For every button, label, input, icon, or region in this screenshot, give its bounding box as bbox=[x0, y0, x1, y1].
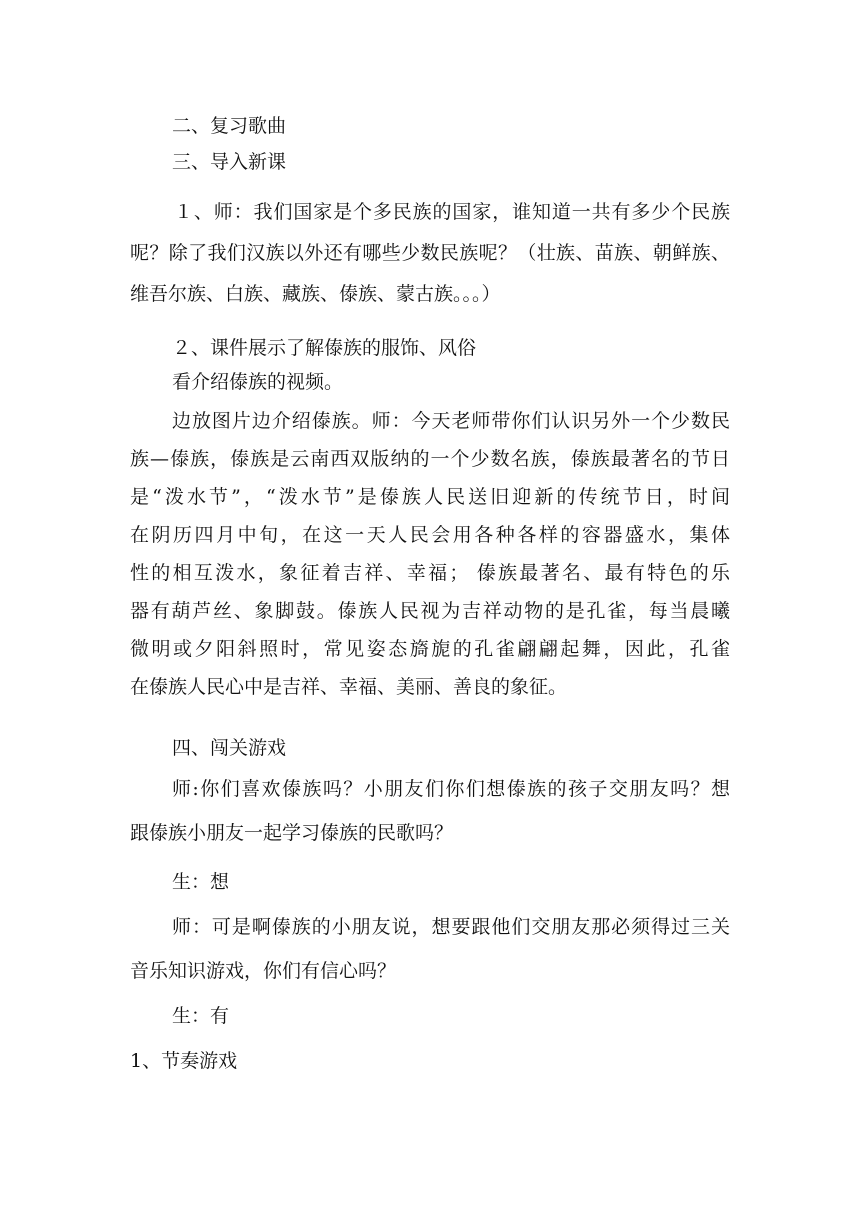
student-answer-1: 生：想 bbox=[172, 871, 230, 893]
game-item-rhythm: 1、节奏游戏 bbox=[130, 1050, 238, 1072]
paragraph-line: 在阴历四月中旬，在这一天人民会用各种各样的容器盛水，集体 bbox=[130, 524, 730, 546]
paragraph-line: 边放图片边介绍傣族。师：今天老师带你们认识另外一个少数民 bbox=[172, 410, 730, 432]
paragraph-line: 器有葫芦丝、象脚鼓。傣族人民视为吉祥动物的是孔雀，每当晨曦 bbox=[130, 600, 730, 622]
paragraph-line: 呢？除了我们汉族以外还有哪些少数民族呢？（壮族、苗族、朝鲜族、 bbox=[130, 242, 730, 264]
paragraph-line: 维吾尔族、白族、藏族、傣族、蒙古族。。。） bbox=[130, 283, 501, 305]
paragraph-dai-introduction bbox=[130, 405, 730, 703]
paragraph-line: 跟傣族小朋友一起学习傣族的民歌吗？ bbox=[130, 822, 454, 844]
section-heading-intro: 三、导入新课 bbox=[172, 151, 287, 173]
paragraph-line: １、师：我们国家是个多民族的国家，谁知道一共有多少个民族 bbox=[174, 201, 730, 223]
paragraph-teacher-challenge bbox=[130, 911, 730, 987]
paragraph-line: 微明或夕阳斜照时，常见姿态旖旎的孔雀翩翩起舞，因此，孔雀 bbox=[130, 638, 730, 660]
paragraph-line: 族—傣族，傣族是云南西双版纳的一个少数名族，傣族最著名的节日 bbox=[130, 448, 730, 470]
paragraph-line: 师：可是啊傣族的小朋友说，想要跟他们交朋友那必须得过三关 bbox=[172, 916, 730, 938]
paragraph-line: 在傣族人民心中是吉祥、幸福、美丽、善良的象征。 bbox=[130, 676, 568, 698]
paragraph-ethnic-groups bbox=[130, 196, 730, 310]
section-heading-game: 四、闯关游戏 bbox=[172, 737, 287, 759]
section-heading-review: 二、复习歌曲 bbox=[172, 115, 287, 137]
paragraph-line: 音乐知识游戏，你们有信心吗？ bbox=[130, 960, 397, 982]
student-answer-2: 生：有 bbox=[172, 1005, 230, 1027]
paragraph-teacher-question bbox=[130, 773, 730, 849]
paragraph-line: 是“泼水节”，“泼水节”是傣族人民送旧迎新的传统节日，时间 bbox=[130, 486, 730, 508]
text-watch-video: 看介绍傣族的视频。 bbox=[172, 371, 344, 393]
paragraph-line: 性的相互泼水，象征着吉祥、幸福； 傣族最著名、最有特色的乐 bbox=[130, 562, 730, 584]
list-item-courseware: ２、课件展示了解傣族的服饰、风俗 bbox=[172, 337, 477, 359]
paragraph-line: 师:你们喜欢傣族吗？小朋友们你们想傣族的孩子交朋友吗？想 bbox=[172, 778, 730, 800]
